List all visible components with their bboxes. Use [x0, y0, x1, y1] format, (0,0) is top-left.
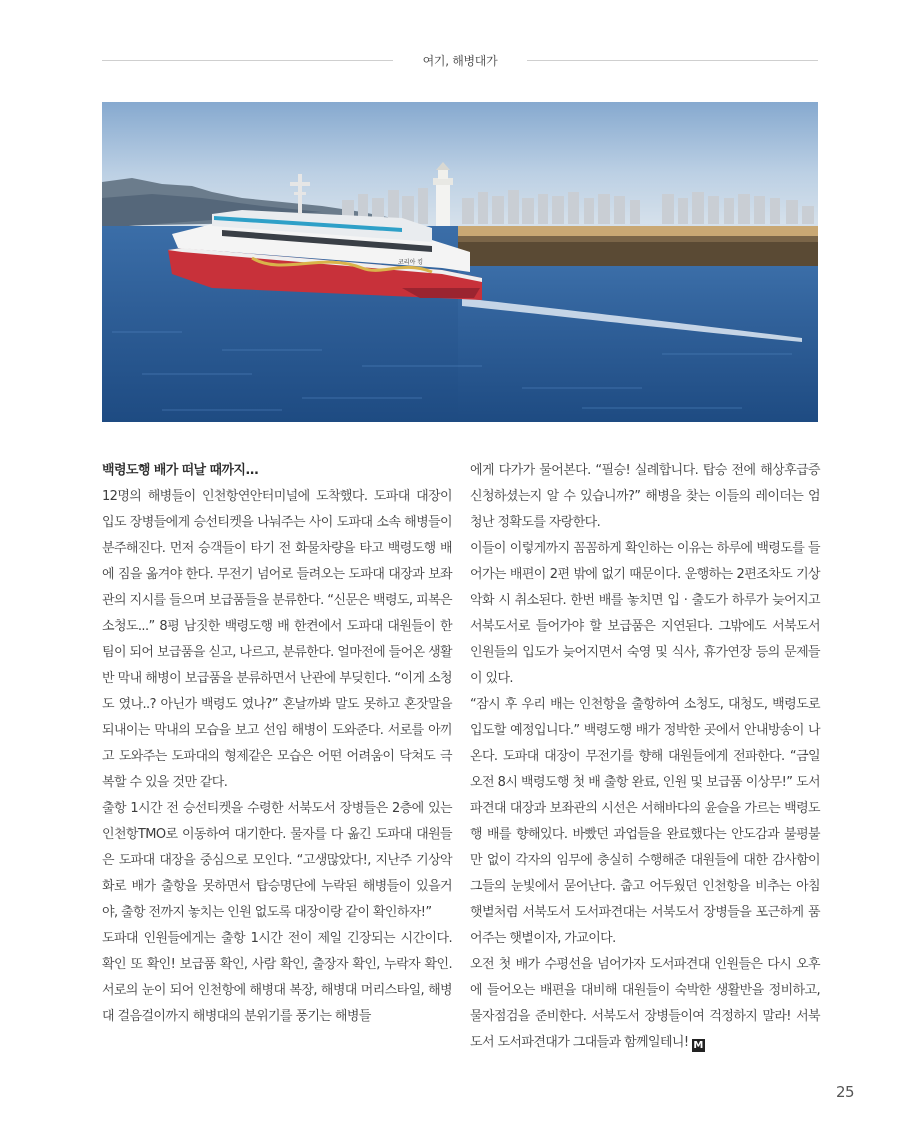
article-closing-text: 오전 첫 배가 수평선을 넘어가자 도서파견대 인원들은 다시 오후에 들어오는 배편을 대비해 대원들이 숙박한 생활반을 정비하고, 물자점검을 준비한다. 서북도서 장병들이여 걱정하지 말라! 서북도서 도서파견대가 그대들과 함께일테니!	[470, 957, 820, 1050]
article-paragraph: 도파대 인원들에게는 출항 1시간 전이 제일 긴장되는 시간이다. 확인 또 확인! 보급품 확인, 사람 확인, 출장자 확인, 누락자 확인. 서로의 눈이 되어 인천항에 해병대 복장, 해병대 머리스타일, 해병대 걸음걸이까지 해병대의 분위기를 풍기는 해병들	[102, 931, 452, 1024]
end-mark-icon: M	[693, 1040, 703, 1051]
article-paragraph: “잠시 후 우리 배는 인천항을 출항하여 소청도, 대청도, 백령도로 입도할 예정입니다.” 백령도행 배가 정박한 곳에서 안내방송이 나온다. 도파대 대장이 무전기를 향해 대원들에게 전파한다. “금일 오전 8시 백령도행 첫 배 출항 완료, 인원 및 보급품 이상무!” 도서파견대 대장과 보좌관의 시선은 서해바다의 윤슬을 가르는 백령도행 배를 향해있다. 바빴던 과업들을 완료했다는 안도감과 불평불만 없이 각자의 임무에 충실히 수행해준 대원들에 대한 감사함이 그들의 눈빛에서 묻어난다. 춥고 어두웠던 인천항을 비추는 아침 햇볕처럼 서북도서 도서파견대는 서북도서 장병들을 포근하게 품어주는 햇볕이자, 가교이다.	[470, 697, 820, 946]
article-paragraph: 출항 1시간 전 승선티켓을 수령한 서북도서 장병들은 2층에 있는 인천항TMO로 이동하여 대기한다. 물자를 다 옮긴 도파대 대원들은 도파대 대장을 중심으로 모인다. “고생많았다!, 지난주 기상악화로 배가 출항을 못하면서 탑승명단에 누락된 해병들이 있을거야, 출항 전까지 놓치는 인원 없도록 대장이랑 같이 확인하자!”	[102, 801, 452, 920]
header-rule-left	[102, 60, 393, 61]
article-paragraph: 이들이 이렇게까지 꼼꼼하게 확인하는 이유는 하루에 백령도를 들어가는 배편이 2편 밖에 없기 때문이다. 운행하는 2편조차도 기상악화 시 취소된다. 한번 배를 놓치면 입 · 출도가 하루가 늦어지고 서북도서로 들어가야 할 보급품은 지연된다. 그밖에도 서북도서 인원들의 입도가 늦어지면서 숙영 및 식사, 휴가연장 등의 문제들이 있다.	[470, 541, 820, 686]
article-paragraph-last	[470, 952, 820, 1056]
pier-top	[458, 226, 818, 236]
ferry-name-label: 코리아 킹	[398, 259, 424, 266]
article-column-left	[102, 458, 452, 1030]
section-title: 여기, 해병대가	[422, 53, 498, 68]
article-heading: 백령도행 배가 떠날 때까지...	[102, 463, 259, 478]
running-header	[102, 48, 818, 72]
article-column-right	[470, 458, 820, 1056]
article-paragraph: 에게 다가가 물어본다. “필승! 실례합니다. 탑승 전에 해상후급증 신청하셨는지 알 수 있습니까?” 해병을 찾는 이들의 레이더는 엄청난 정확도를 자랑한다.	[470, 463, 820, 530]
ferry-illustration	[102, 102, 818, 422]
header-rule-right	[527, 60, 818, 61]
article-paragraph: 12명의 해병들이 인천항연안터미널에 도착했다. 도파대 대장이 입도 장병들에게 승선티켓을 나눠주는 사이 도파대 소속 해병들이 분주해진다. 먼저 승객들이 타기 전 화물차량을 타고 백령도행 배에 짐을 옮겨야 한다. 무전기 넘어로 들려오는 도파대 대장과 보좌관의 지시를 들으며 보급품들을 분류한다. “신문은 백령도, 피복은 소청도...” 8평 남짓한 백령도행 배 한켠에서 도파대 대원들이 한팀이 되어 보급품을 싣고, 나르고, 분류한다. 얼마전에 들어온 생활반 막내 해병이 보급품을 분류하면서 난관에 부딪힌다. “이게 소청도 였나..? 아닌가 백령도 였나?” 혼날까봐 말도 못하고 혼잣말을 되내이는 막내의 모습을 보고 선임 해병이 도와준다. 서로를 아끼고 도와주는 도파대의 형제같은 모습은 어떤 어려움이 닥쳐도 극복할 수 있을 것만 같다.	[102, 489, 452, 790]
page-number: 25	[836, 1083, 855, 1101]
ferry-photo	[102, 102, 818, 422]
